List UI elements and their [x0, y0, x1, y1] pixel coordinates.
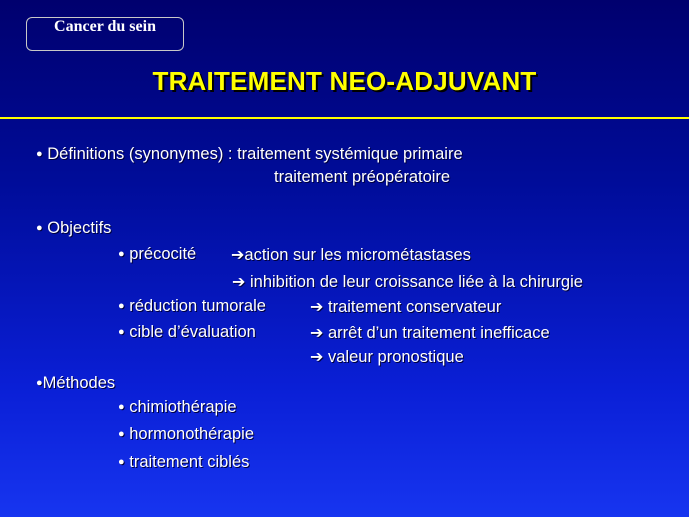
topic-tag — [26, 17, 184, 51]
precocite-line — [118, 245, 196, 264]
title-divider — [0, 117, 689, 119]
cible-line — [118, 323, 256, 342]
methode-item-text: hormonothérapie — [129, 425, 254, 443]
reduction-detail-text: traitement conservateur — [328, 298, 502, 316]
cible-detail-2-text: valeur pronostique — [328, 348, 464, 366]
methodes-label: Méthodes — [42, 374, 116, 392]
methode-item-text: traitement ciblés — [129, 453, 250, 471]
definitions-text: Définitions (synonymes) : traitement systémique primaire — [47, 145, 463, 163]
cible-detail-2 — [310, 347, 464, 367]
precocite-label: précocité — [129, 245, 197, 263]
bullet-icon: ● — [36, 148, 43, 160]
definitions-text-2: traitement préopératoire — [274, 168, 451, 186]
bullet-icon: ● — [118, 300, 125, 312]
objectifs-line — [36, 219, 111, 238]
definitions-line-2 — [274, 168, 450, 187]
reduction-label: réduction tumorale — [129, 297, 266, 315]
bullet-icon: ● — [118, 248, 125, 260]
cible-detail-1 — [310, 323, 550, 343]
bullet-icon: ● — [36, 222, 43, 234]
bullet-icon: ● — [118, 401, 125, 413]
arrow-right-icon: ➔ — [310, 299, 324, 316]
methodes-line — [36, 374, 115, 393]
bullet-icon: ● — [118, 326, 125, 338]
reduction-line — [118, 297, 266, 316]
precocite-detail-1-text: action sur les micrométastases — [244, 246, 471, 264]
definitions-line — [36, 145, 463, 164]
bullet-icon: ● — [118, 456, 125, 468]
cible-detail-1-text: arrêt d’un traitement inefficace — [328, 324, 550, 342]
arrow-right-icon: ➔ — [232, 274, 246, 291]
arrow-right-icon: ➔ — [310, 325, 324, 342]
reduction-detail — [310, 297, 501, 317]
bullet-icon: ● — [118, 428, 125, 440]
precocite-detail-1 — [231, 245, 471, 265]
objectifs-label: Objectifs — [47, 219, 112, 237]
arrow-right-icon: ➔ — [231, 247, 245, 264]
cible-label: cible d’évaluation — [129, 323, 256, 341]
methode-item-text: chimiothérapie — [129, 398, 237, 416]
precocite-detail-2-text: inhibition de leur croissance liée à la chirurgie — [250, 273, 583, 291]
methode-item — [118, 398, 237, 417]
bullet-icon: ● — [36, 377, 43, 389]
methode-item — [118, 453, 249, 472]
precocite-detail-2 — [232, 272, 583, 292]
methode-item — [118, 425, 254, 444]
arrow-right-icon: ➔ — [310, 349, 324, 366]
slide-title: TRAITEMENT NEO-ADJUVANT — [152, 66, 537, 96]
topic-tag-label: Cancer du sein — [54, 18, 156, 35]
